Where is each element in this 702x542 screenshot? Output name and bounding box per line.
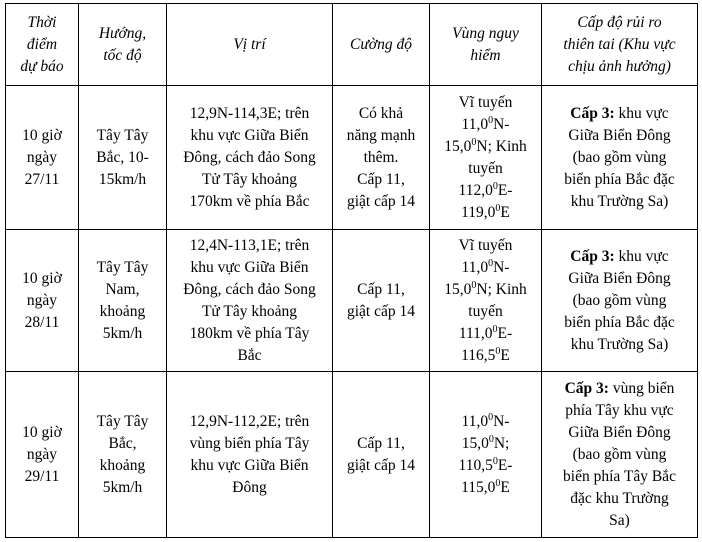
risk-level-label: Cấp 3:	[564, 379, 609, 397]
cell-position: 12,9N-112,2E; trên vùng biển phía Tây khu vực Giữa Biển Đông	[167, 372, 333, 538]
cell-intensity: Cấp 11, giật cấp 14	[333, 372, 430, 538]
cell-danger-zone	[430, 230, 542, 372]
table-row	[6, 372, 698, 538]
header-direction-speed: Hướng, tốc độ	[79, 4, 167, 86]
cell-risk-level: Cấp 3: khu vực Giữa Biển Đông (bao gồm vùng biển phía Bắc đặc khu Trường Sa)	[542, 86, 698, 230]
danger-zone-line: 15,0$^0$N; Kinh	[444, 136, 527, 155]
table-row	[6, 86, 698, 230]
danger-zone-line: tuyến	[468, 302, 503, 320]
cell-danger-zone	[430, 86, 542, 230]
table-header-row	[6, 4, 698, 86]
cell-position: 12,9N-114,3E; trên khu vực Giữa Biển Đông, cách đảo Song Tử Tây khoảng 170km về phía Bắc	[167, 86, 333, 230]
header-danger-zone: Vùng nguy hiểm	[430, 4, 542, 86]
header-risk-level: Cấp độ rủi ro thiên tai (Khu vực chịu ảnh hưởng)	[542, 4, 698, 86]
danger-zone-line: tuyến	[468, 159, 503, 177]
risk-level-label: Cấp 3:	[570, 247, 615, 265]
cell-intensity: Cấp 11, giật cấp 14	[333, 230, 430, 372]
danger-zone-line: 111,0$^0$E-	[458, 323, 513, 342]
danger-zone-line: 112,0$^0$E-	[458, 180, 513, 199]
cell-risk-level: Cấp 3: khu vực Giữa Biển Đông (bao gồm vùng biển phía Bắc đặc khu Trường Sa)	[542, 230, 698, 372]
header-position: Vị trí	[167, 4, 333, 86]
cell-time: 10 giờ ngày 28/11	[6, 230, 79, 372]
danger-zone-line: 11,0$^0$N-	[461, 411, 510, 430]
cell-direction: Tây Tây Bắc, khoảng 5km/h	[79, 372, 167, 538]
danger-zone-line: 115,0$^0$E	[461, 477, 510, 496]
cell-danger-zone	[430, 372, 542, 538]
danger-zone-line: 119,0$^0$E	[461, 202, 510, 221]
danger-zone-line: 11,0$^0$N-	[461, 257, 510, 276]
danger-zone-line: Vĩ tuyến	[458, 236, 513, 254]
header-forecast-time: Thời điểm dự báo	[6, 4, 79, 86]
danger-zone-line: 116,5$^0$E	[461, 345, 510, 364]
risk-level-label: Cấp 3:	[570, 104, 615, 122]
danger-zone-line: 110,5$^0$E-	[458, 455, 513, 474]
cell-time: 10 giờ ngày 29/11	[6, 372, 79, 538]
table-row	[6, 230, 698, 372]
cell-time: 10 giờ ngày 27/11	[6, 86, 79, 230]
cell-risk-level: Cấp 3: vùng biển phía Tây khu vực Giữa Biển Đông (bao gồm vùng biển phía Tây Bắc đặc khu Trường Sa)	[542, 372, 698, 538]
danger-zone-line: 15,0$^0$N;	[461, 433, 510, 452]
danger-zone-line: 11,0$^0$N-	[461, 114, 510, 133]
cell-intensity: Có khả năng mạnh thêm. Cấp 11, giật cấp 14	[333, 86, 430, 230]
danger-zone-line: Vĩ tuyến	[458, 93, 513, 111]
forecast-table	[5, 3, 698, 538]
danger-zone-line: 15,0$^0$N; Kinh	[444, 279, 527, 298]
cell-direction: Tây Tây Nam, khoảng 5km/h	[79, 230, 167, 372]
cell-position: 12,4N-113,1E; trên khu vực Giữa Biển Đông, cách đảo Song Tử Tây khoảng 180km về phía Tây Bắc	[167, 230, 333, 372]
cell-direction: Tây Tây Bắc, 10- 15km/h	[79, 86, 167, 230]
header-intensity: Cường độ	[333, 4, 430, 86]
